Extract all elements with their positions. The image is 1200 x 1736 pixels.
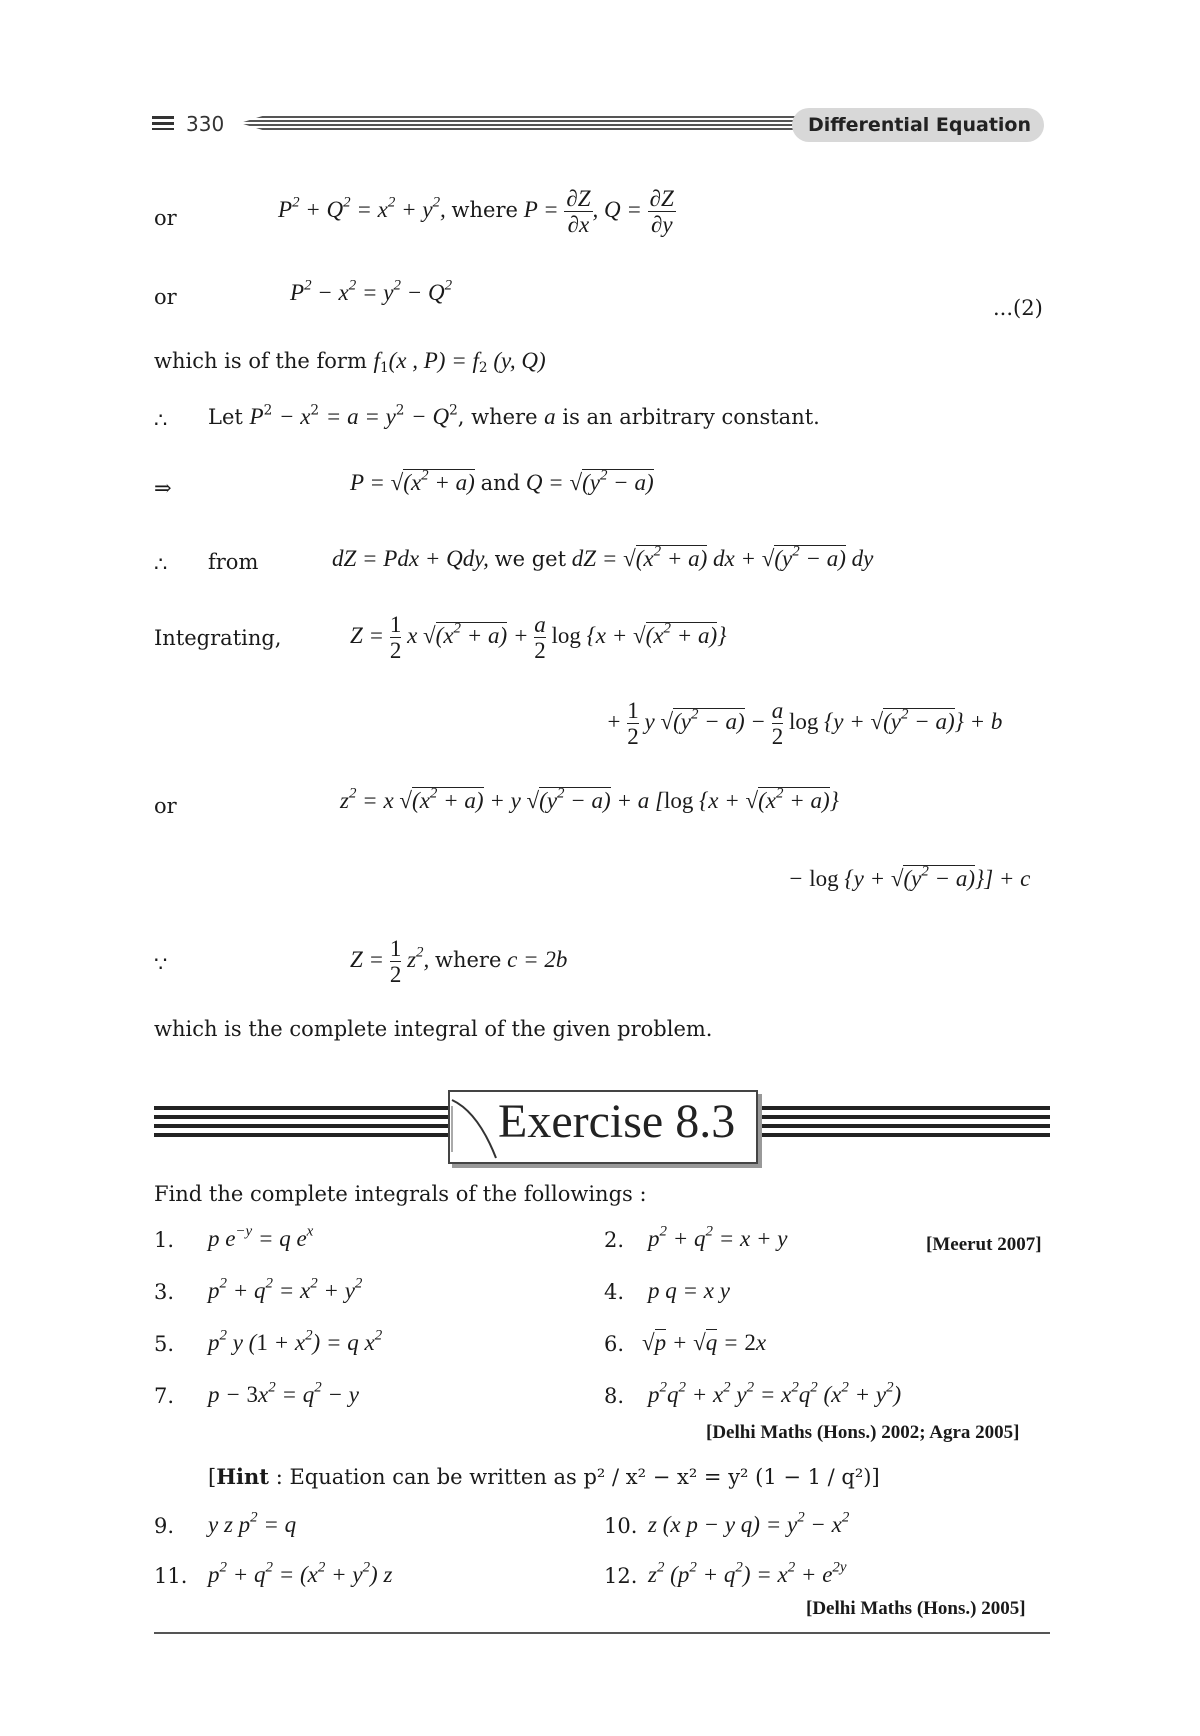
problem-number: 5. [154, 1332, 175, 1356]
equation-line-1: $P^2 + Q^2 = x^2 + y^2$, where P = $\frac{\partial Z}{\partial x}$ , Q = $\frac{\partial Z}{\partial y}$ [278, 186, 674, 238]
hint-label: Hint [216, 1464, 269, 1489]
problem-9: y z $p^2 = q$ [208, 1509, 297, 1537]
problem-5: $p^2$ y $(1 + x^2) = q$ $x^2$ [208, 1327, 383, 1355]
hint-line: [Hint : Equation can be written as p² / x² − x² = y² (1 − 1 / q²)] [208, 1464, 880, 1489]
implies-symbol: ⇒ [154, 476, 172, 500]
running-title: Differential Equation [808, 114, 1031, 136]
problem-12: $z^2$ $(p^2 + q^2) = x^2 + e^{2y}$ [648, 1559, 847, 1587]
reference-citation: [Meerut 2007] [926, 1234, 1042, 1255]
header-rule [240, 116, 800, 130]
problem-number: 2. [604, 1228, 625, 1252]
equation-line-2: $P^2 - x^2 = y^2 - Q^2$ [290, 277, 453, 305]
problem-8: $p^2q^2 + x^2$ $y^2 = x^2q^2$ $(x^2 + y^2)$ [648, 1379, 902, 1407]
problem-number: 3. [154, 1280, 175, 1304]
integrating-label: Integrating, [154, 626, 282, 650]
banner-rule-left [154, 1106, 454, 1142]
banner-rule-right [754, 1106, 1050, 1142]
header-decoration [152, 116, 174, 130]
problem-7: $p - 3x^2 = q^2 - y$ [208, 1379, 359, 1407]
problem-2: $p^2 + q^2 = x + y$ [648, 1223, 788, 1251]
problem-number: 7. [154, 1384, 175, 1408]
problem-10: z (x p − y $q) = y^2 - x^2$ [648, 1509, 850, 1537]
problem-number: 12. [604, 1564, 638, 1588]
problem-number: 10. [604, 1514, 638, 1538]
equation-line-8: + $\frac{1}{2}$ y $√(y^2 - a)$ − $\frac{a}{2}$ $\log \{y + √(y^2 - a)\} + b$ [606, 698, 1003, 750]
problem-1: p $e^{-y} = q$ $e^x$ [208, 1223, 314, 1251]
equation-number: ...(2) [993, 296, 1043, 320]
therefore-symbol: ∴ [154, 552, 168, 576]
hint-text: : Equation can be written as p² / x² − x² = y² (1 − 1 / q²)] [275, 1465, 880, 1489]
equation-line-6: dZ = Pdx + Qdy, we get dZ = $√(x^2 + a)$ dx + $√(y^2 - a)$ dy [332, 543, 874, 571]
from-label: from [208, 550, 259, 574]
problem-number: 4. [604, 1280, 625, 1304]
equation-line-11: Z = $\frac{1}{2}$ $z^2$, where c = 2b [350, 936, 568, 988]
problem-number: 1. [154, 1228, 175, 1252]
page-number: 330 [186, 112, 225, 136]
equation-line-3: which is of the form $f_1(x$ , $P) = f_2$ (y, Q) [154, 348, 546, 377]
equation-line-10: − $\log \{y + √(y^2 - a)\}] + c$ [788, 863, 1031, 891]
problem-number: 9. [154, 1514, 175, 1538]
reference-citation: [Delhi Maths (Hons.) 2005] [806, 1598, 1026, 1619]
reference-citation: [Delhi Maths (Hons.) 2002; Agra 2005] [706, 1422, 1020, 1443]
problem-number: 8. [604, 1384, 625, 1408]
problem-number: 11. [154, 1564, 188, 1588]
exercise-title: Exercise 8.3 [498, 1095, 736, 1148]
problem-11: $p^2 + q^2 = (x^2 + y^2)$ z [208, 1559, 393, 1587]
conclusion-text: which is the complete integral of the given problem. [154, 1017, 713, 1041]
equation-line-9: $z^2 = x$ $√(x^2 + a) + y$ $√(y^2 - a) + a$ [log $\{x + √(x^2 + a)\}$ [340, 785, 839, 813]
problem-3: $p^2 + q^2 = x^2 + y^2$ [208, 1275, 363, 1303]
therefore-symbol: ∴ [154, 408, 168, 432]
problem-4: p q = x y [648, 1278, 730, 1303]
because-symbol: ∵ [154, 952, 168, 976]
line-label: or [154, 285, 177, 309]
equation-line-4: Let $P^2 - x^2 = a = y^2 - Q^2$, where a is an arbitrary constant. [208, 402, 820, 429]
problem-6: √p + √q = 2x [642, 1330, 767, 1355]
problem-number: 6. [604, 1332, 625, 1356]
line-label: or [154, 206, 177, 230]
exercise-instruction: Find the complete integrals of the followings : [154, 1182, 647, 1206]
equation-line-7: Z = $\frac{1}{2}$ x $√(x^2 + a)$ + $\frac{a}{2}$ $\log \{x + √(x^2 + a)\}$ [350, 612, 727, 664]
line-label: or [154, 794, 177, 818]
footer-rule [154, 1632, 1050, 1634]
equation-line-5: $P = √(x^2 + a)$ and $Q = √(y^2 - a)$ [350, 467, 654, 495]
